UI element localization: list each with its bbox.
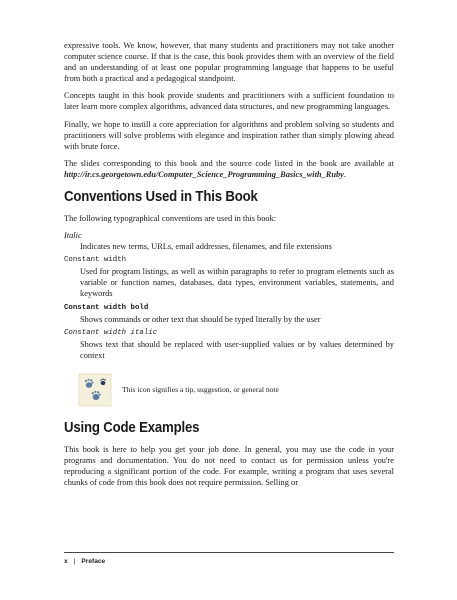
slides-end: . bbox=[343, 169, 346, 179]
intro-paragraph-1: expressive tools. We know, however, that many students and practitioners may not take another computer science course. If that is the case, this book provides them with an overview of the field and an understanding of at least one popular programming language that happens to be useful from both a practical and a pedagogical standpoint. bbox=[64, 41, 394, 84]
paw-prints-tip-icon bbox=[78, 373, 112, 407]
code-examples-heading: Using Code Examples bbox=[64, 418, 200, 436]
intro-paragraph-3: Finally, we hope to instill a core appreciation for algorithms and problem solving so students and practitioners will solve problems with elegance and inspiration rather than simply plowing ahead with brute force. bbox=[64, 119, 394, 151]
code-examples-paragraph: This book is here to help you get your job done. In general, you may use the code in your programs and documentation. You do not need to contact us for permission unless you're reproducing a significant portion of the code. For example, writing a program that uses several chunks of code from this book does not require permission. Selling or bbox=[64, 444, 394, 488]
slides-paragraph bbox=[64, 158, 394, 180]
convention-term-constant-width-italic: Constant width italic bbox=[64, 328, 158, 337]
tip-note bbox=[78, 369, 394, 411]
footer-line bbox=[64, 558, 394, 565]
footer-separator: | bbox=[73, 558, 76, 565]
convention-desc-italic: Indicates new terms, URLs, email addresses, filenames, and file extensions bbox=[80, 242, 332, 252]
convention-desc-constant-width: Used for program listings, as well as within paragraphs to refer to program elements such as variable or function names, databases, data types, environment variables, statements, and keywords bbox=[80, 267, 394, 299]
slides-text: The slides corresponding to this book and the source code listed in the book are available at bbox=[64, 158, 394, 168]
convention-term-constant-width-bold: Constant width bold bbox=[64, 303, 149, 312]
footer-section: Preface bbox=[81, 558, 106, 565]
conventions-intro: The following typographical conventions are used in this book: bbox=[64, 214, 277, 224]
convention-term-constant-width: Constant width bbox=[64, 256, 127, 265]
convention-desc-constant-width-bold: Shows commands or other text that should be typed literally by the user bbox=[80, 314, 321, 324]
tip-note-text: This icon signifies a tip, suggestion, or general note bbox=[122, 385, 279, 395]
page-number: x bbox=[64, 558, 68, 565]
convention-term-italic: Italic bbox=[64, 231, 82, 241]
convention-desc-constant-width-italic: Shows text that should be replaced with user-supplied values or by values determined by context bbox=[80, 339, 394, 360]
page-content bbox=[64, 40, 394, 494]
slides-url-link[interactable]: http://ir.cs.georgetown.edu/Computer_Science_Programming_Basics_with_Ruby bbox=[64, 169, 344, 179]
page-footer bbox=[64, 552, 394, 565]
intro-paragraph-2: Concepts taught in this book provide students and practitioners with a sufficient foundation to later learn more complex algorithms, advanced data structures, and new programming languages. bbox=[64, 91, 394, 112]
conventions-heading: Conventions Used in This Book bbox=[64, 188, 258, 206]
